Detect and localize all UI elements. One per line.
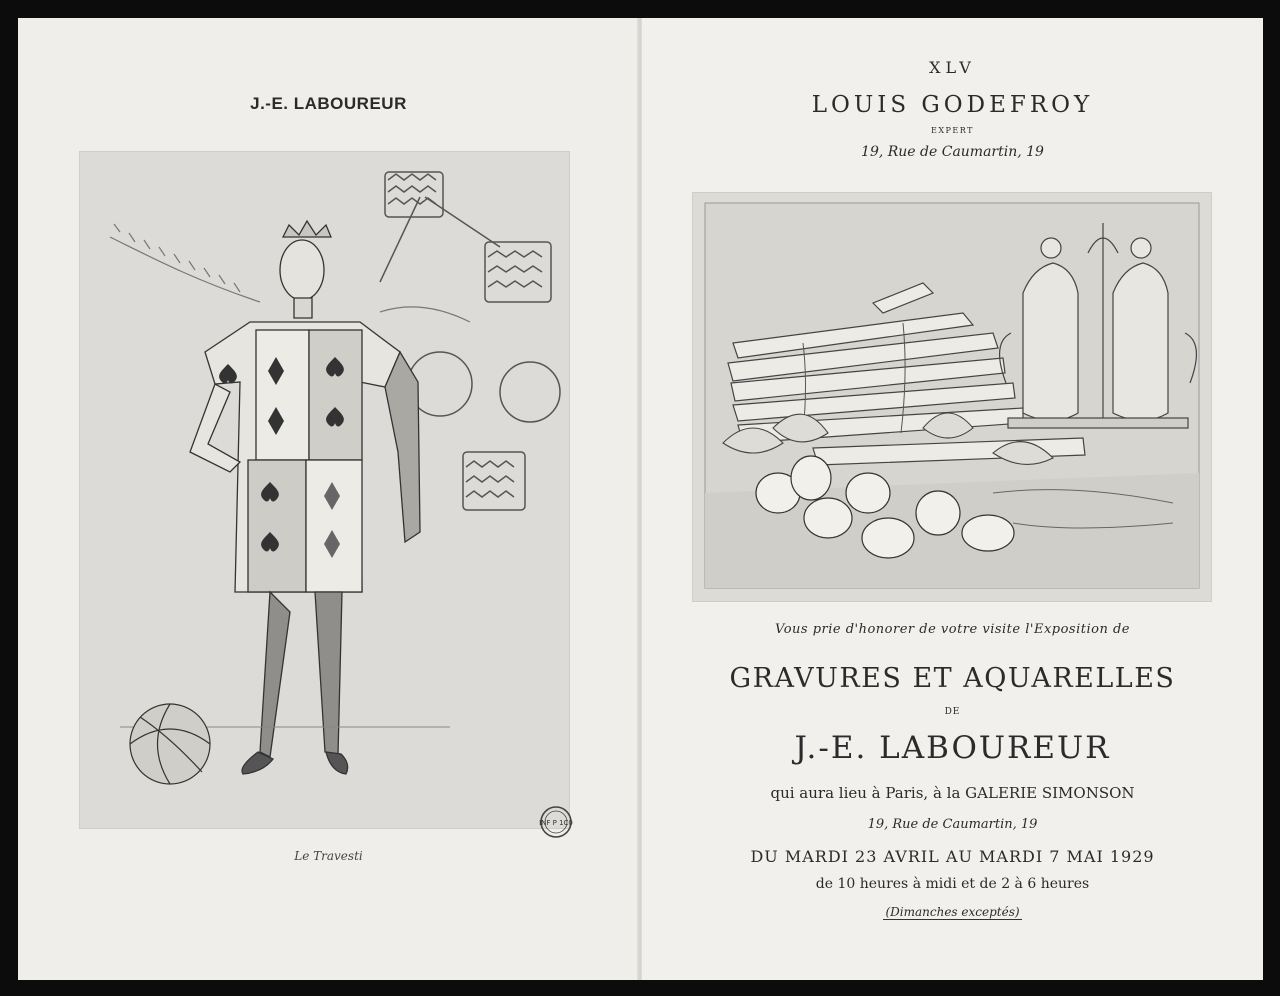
engraving-still-life bbox=[692, 192, 1212, 602]
exhibition-dates: DU MARDI 23 AVRIL AU MARDI 7 MAI 1929 bbox=[750, 847, 1155, 866]
library-stamp bbox=[539, 805, 573, 839]
left-page bbox=[18, 18, 639, 980]
left-artist-name: J.-E. LABOUREUR bbox=[250, 94, 407, 113]
auction-house-name: LOUIS GODEFROY bbox=[811, 92, 1094, 118]
invitation-line: Vous prie d'honorer de votre visite l'Exposition de bbox=[775, 622, 1130, 637]
travesti-illustration bbox=[80, 152, 569, 828]
plate-caption: Le Travesti bbox=[294, 849, 363, 863]
still-life-illustration bbox=[693, 193, 1211, 601]
right-artist-name: J.-E. LABOUREUR bbox=[794, 730, 1111, 766]
invitation-card bbox=[18, 18, 1263, 980]
engraving-le-travesti bbox=[79, 151, 570, 829]
closed-note-wrapper bbox=[642, 905, 1263, 919]
exhibition-title: GRAVURES ET AQUARELLES bbox=[729, 663, 1176, 694]
house-address: 19, Rue de Caumartin, 19 bbox=[861, 144, 1044, 160]
preposition: DE bbox=[944, 707, 961, 717]
house-role: EXPERT bbox=[931, 126, 974, 135]
venue-address: 19, Rue de Caumartin, 19 bbox=[867, 817, 1038, 832]
stamp-text: INF P 1C0 bbox=[539, 819, 573, 827]
lot-number: XLV bbox=[929, 58, 976, 77]
right-page bbox=[642, 18, 1263, 980]
venue-line: qui aura lieu à Paris, à la GALERIE SIMONSON bbox=[770, 784, 1135, 802]
closed-note: (Dimanches exceptés) bbox=[885, 905, 1020, 919]
opening-hours: de 10 heures à midi et de 2 à 6 heures bbox=[815, 876, 1090, 892]
